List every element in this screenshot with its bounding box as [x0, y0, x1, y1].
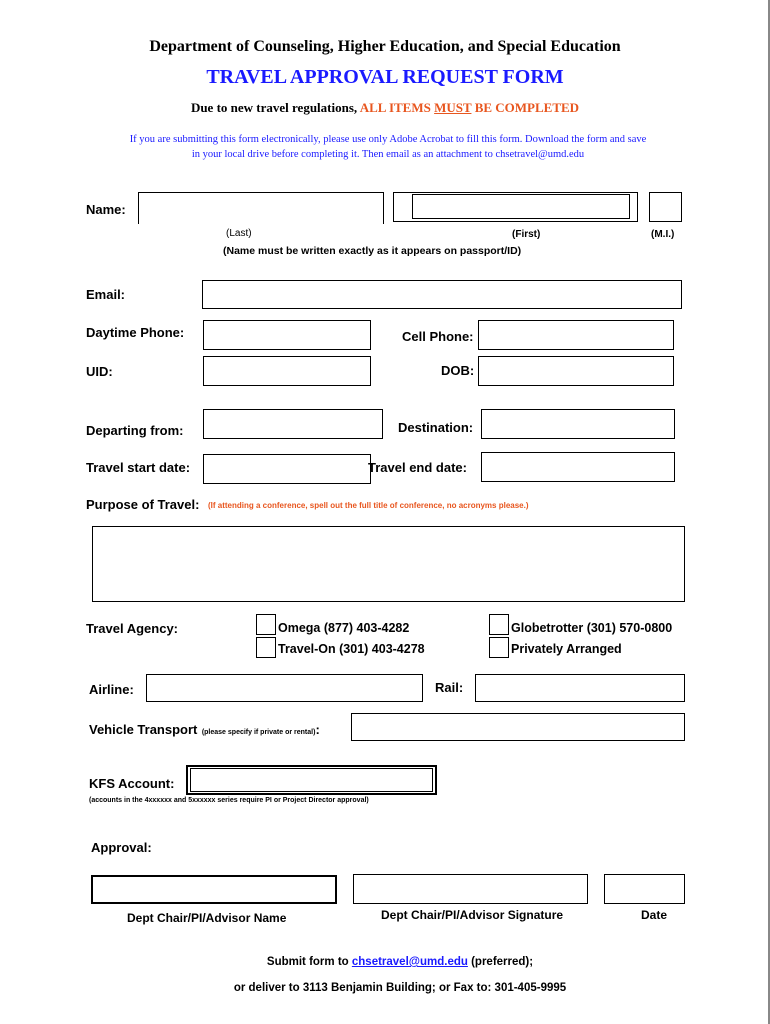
name-label: Name: [86, 202, 126, 217]
regulation-prefix: Due to new travel regulations, [190, 100, 360, 115]
vehicle-hint: (please specify if private or rental) [201, 729, 316, 736]
daytime-phone-field[interactable] [203, 320, 371, 350]
approver-signature-caption: Dept Chair/PI/Advisor Signature [381, 908, 564, 922]
daytime-phone-label: Daytime Phone: [86, 325, 185, 340]
omega-checkbox[interactable] [256, 614, 276, 635]
dob-field[interactable] [478, 356, 674, 386]
instructions-line-1: If you are submitting this form electronically, please use only Adobe Acrobat to fill this form. Download the form and save [129, 134, 647, 145]
omega-option: Omega (877) 403-4282 [278, 621, 410, 635]
mi-caption: (M.I.) [651, 229, 675, 240]
approval-label: Approval: [91, 840, 152, 855]
form-title: TRAVEL APPROVAL REQUEST FORM [206, 66, 564, 88]
email-label: Email: [86, 287, 126, 302]
vehicle-transport-label [89, 721, 320, 739]
uid-field[interactable] [203, 356, 371, 386]
regulation-all-items: ALL ITEMS [359, 100, 435, 115]
rail-label: Rail: [435, 680, 464, 695]
travel-on-option: Travel-On (301) 403-4278 [278, 642, 425, 656]
travel-agency-label: Travel Agency: [86, 621, 179, 636]
departing-label: Departing from: [86, 423, 184, 438]
regulation-notice [0, 100, 770, 116]
approver-signature-field[interactable] [353, 874, 588, 904]
cell-phone-label: Cell Phone: [402, 329, 474, 344]
first-caption: (First) [512, 229, 541, 240]
approver-name-caption: Dept Chair/PI/Advisor Name [127, 911, 287, 925]
vehicle-colon: : [315, 722, 320, 737]
last-caption: (Last) [226, 228, 252, 239]
department-heading: Department of Counseling, Higher Education, and Special Education [149, 38, 621, 55]
submit-email-link[interactable]: chsetravel@umd.edu [351, 956, 468, 968]
purpose-label: Purpose of Travel: [86, 497, 200, 512]
regulation-be-completed: BE COMPLETED [471, 100, 580, 115]
vehicle-label: Vehicle Transport [89, 722, 198, 737]
purpose-hint: (If attending a conference, spell out the full title of conference, no acronyms please.) [208, 501, 529, 510]
kfs-account-label: KFS Account: [89, 776, 175, 791]
submit-line [0, 956, 770, 968]
vehicle-transport-field[interactable] [351, 713, 685, 741]
approval-date-field[interactable] [604, 874, 685, 904]
cell-phone-field[interactable] [478, 320, 674, 350]
kfs-account-inner [190, 768, 433, 792]
rail-field[interactable] [475, 674, 685, 702]
destination-label: Destination: [398, 420, 474, 435]
kfs-note: (accounts in the 4xxxxxx and 5xxxxxx series require PI or Project Director approval) [89, 797, 369, 804]
privately-arranged-option: Privately Arranged [511, 642, 622, 656]
approver-name-field[interactable] [91, 875, 337, 904]
email-field[interactable] [202, 280, 682, 309]
globetrotter-option: Globetrotter (301) 570-0800 [511, 621, 673, 635]
approval-date-caption: Date [641, 908, 668, 922]
instructions-line-2: in your local drive before completing it. Then email as an attachment to chsetravel@umd.edu [191, 149, 585, 160]
airline-field[interactable] [146, 674, 423, 702]
submit-suffix: (preferred); [467, 956, 534, 968]
end-date-label: Travel end date: [368, 460, 467, 475]
start-date-label: Travel start date: [86, 460, 191, 475]
uid-label: UID: [86, 364, 113, 379]
destination-field[interactable] [481, 409, 675, 439]
privately-arranged-checkbox[interactable] [489, 637, 509, 658]
first-name-inner [412, 194, 630, 219]
travel-on-checkbox[interactable] [256, 637, 276, 658]
last-name-field[interactable] [138, 192, 384, 224]
dob-label: DOB: [441, 363, 475, 378]
departing-field[interactable] [203, 409, 383, 439]
airline-label: Airline: [89, 682, 134, 697]
end-date-field[interactable] [481, 452, 675, 482]
deliver-line: or deliver to 3113 Benjamin Building; or Fax to: 301-405-9995 [233, 982, 567, 994]
submit-prefix: Submit form to [266, 956, 352, 968]
start-date-field[interactable] [203, 454, 371, 484]
middle-initial-field[interactable] [649, 192, 682, 222]
name-note: (Name must be written exactly as it appears on passport/ID) [223, 245, 522, 257]
regulation-must: MUST [434, 100, 472, 115]
purpose-field[interactable] [92, 526, 685, 602]
globetrotter-checkbox[interactable] [489, 614, 509, 635]
